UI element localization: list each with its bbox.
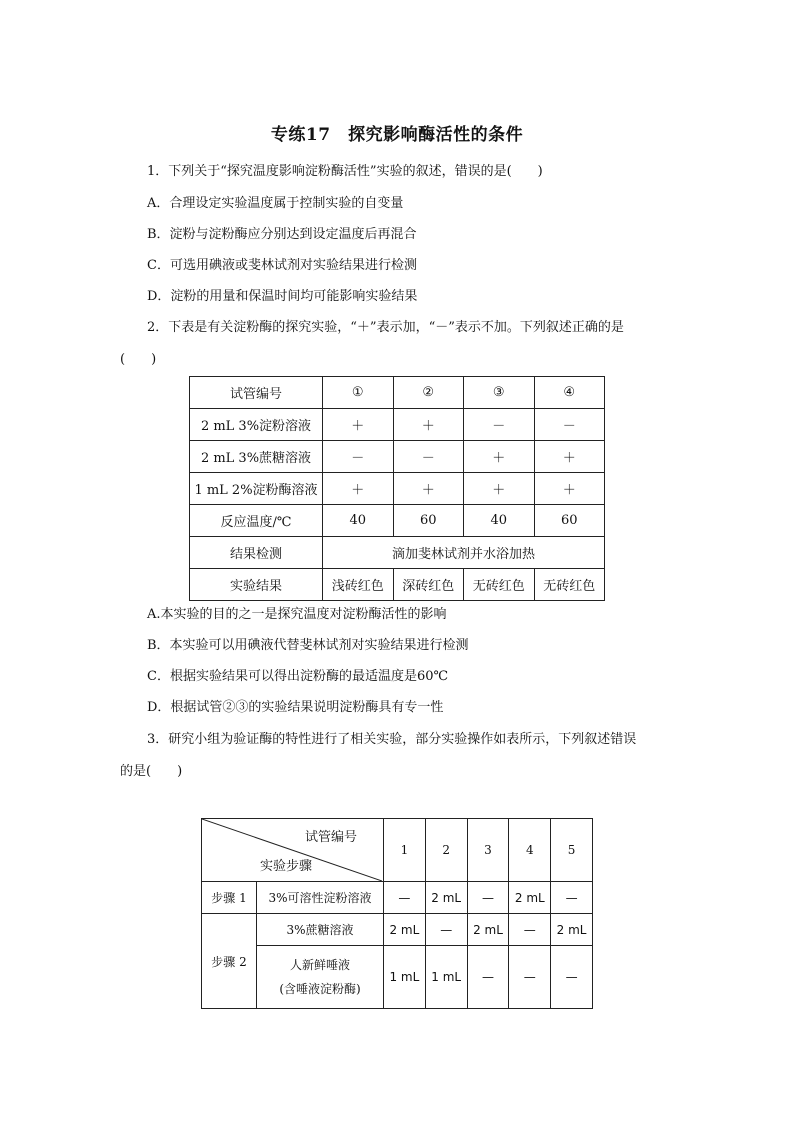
table-cell: ①	[323, 377, 394, 409]
table-cell: 步骤 1	[202, 882, 257, 914]
table-cell: 1 mL	[425, 946, 467, 1009]
q2-option-d: D．根据试管②③的实验结果说明淀粉酶具有专一性	[147, 700, 444, 715]
table-cell: ＋	[323, 409, 394, 441]
table-cell: 结果检测	[190, 537, 323, 569]
q3-stem-cont: 的是( )	[120, 764, 183, 779]
q3-table	[201, 818, 593, 1009]
table-cell: 反应温度/℃	[190, 505, 323, 537]
table-cell: —	[509, 914, 551, 946]
q1-option-c: C．可选用碘液或斐林试剂对实验结果进行检测	[147, 258, 417, 273]
q3-stem: 3．研究小组为验证酶的特性进行了相关实验，部分实验操作如表所示，下列叙述错误	[147, 732, 637, 747]
q2-option-c: C．根据实验结果可以得出淀粉酶的最适温度是60℃	[147, 669, 449, 684]
table-cell: ＋	[393, 473, 464, 505]
table-cell: 2 mL	[384, 914, 426, 946]
table-cell: ＋	[534, 441, 605, 473]
table-cell: 40	[323, 505, 394, 537]
table-cell: 5	[551, 819, 593, 882]
table-cell: 60	[393, 505, 464, 537]
table-cell: 滴加斐林试剂并水浴加热	[323, 537, 605, 569]
table-cell: 2 mL 3%蔗糖溶液	[190, 441, 323, 473]
table-row	[190, 377, 605, 409]
table-cell: 2 mL	[425, 882, 467, 914]
q2-option-b: B．本实验可以用碘液代替斐林试剂对实验结果进行检测	[147, 638, 469, 653]
table-cell: 1 mL 2%淀粉酶溶液	[190, 473, 323, 505]
table-cell: ＋	[323, 473, 394, 505]
table-cell: 试管编号	[190, 377, 323, 409]
table-cell: 2 mL	[467, 914, 509, 946]
table-row	[202, 819, 593, 882]
table-cell: ③	[464, 377, 535, 409]
table-cell: 1 mL	[384, 946, 426, 1009]
page-title: 专练17 探究影响酶活性的条件	[270, 125, 524, 145]
table-row	[190, 505, 605, 537]
table-cell: 2 mL 3%淀粉溶液	[190, 409, 323, 441]
q2-stem: 2．下表是有关淀粉酶的探究实验，“＋”表示加，“－”表示不加。下列叙述正确的是	[147, 320, 624, 335]
table-cell: ＋	[534, 473, 605, 505]
q2-option-a: A.本实验的目的之一是探究温度对淀粉酶活性的影响	[147, 607, 447, 622]
table-cell: ④	[534, 377, 605, 409]
table-cell: 3%蔗糖溶液	[257, 914, 384, 946]
table-cell: ＋	[464, 441, 535, 473]
q1-option-a: A．合理设定实验温度属于控制实验的自变量	[147, 196, 404, 211]
table-row	[190, 441, 605, 473]
table-cell: 3	[467, 819, 509, 882]
table-cell: —	[467, 946, 509, 1009]
table-cell: 40	[464, 505, 535, 537]
table-row	[202, 882, 593, 914]
table-cell: 实验结果	[190, 569, 323, 601]
table-row	[190, 473, 605, 505]
table-cell: －	[534, 409, 605, 441]
table-row	[202, 914, 593, 946]
table-cell: —	[425, 914, 467, 946]
table-cell: ②	[393, 377, 464, 409]
table-cell: 4	[509, 819, 551, 882]
table-cell	[257, 946, 384, 1009]
table-cell: ＋	[464, 473, 535, 505]
table-row	[202, 946, 593, 1009]
table-cell: －	[323, 441, 394, 473]
table-row	[190, 569, 605, 601]
table-cell: 2 mL	[509, 882, 551, 914]
table-cell: 步骤 2	[202, 914, 257, 1009]
table-cell: 深砖红色	[393, 569, 464, 601]
table-cell: 无砖红色	[464, 569, 535, 601]
table-cell: —	[551, 882, 593, 914]
q1-option-d: D．淀粉的用量和保温时间均可能影响实验结果	[147, 289, 418, 304]
table-cell: 3%可溶性淀粉溶液	[257, 882, 384, 914]
table-cell: 2 mL	[551, 914, 593, 946]
table-cell: －	[464, 409, 535, 441]
table-cell: ＋	[393, 409, 464, 441]
table-cell: 2	[425, 819, 467, 882]
table-cell: —	[551, 946, 593, 1009]
saliva-label: 人新鲜唾液	[289, 958, 350, 972]
table-cell: 无砖红色	[534, 569, 605, 601]
table-row	[190, 409, 605, 441]
q1-stem: 1．下列关于“探究温度影响淀粉酶活性”实验的叙述，错误的是( )	[147, 164, 543, 179]
corner-top-label: 试管编号	[304, 830, 357, 845]
diagonal-header-cell	[202, 819, 384, 882]
q2-table	[189, 376, 605, 601]
table-cell: —	[384, 882, 426, 914]
table-cell: —	[467, 882, 509, 914]
table-row	[190, 537, 605, 569]
saliva-note: (含唾液淀粉酶)	[279, 982, 361, 996]
q2-stem-cont: ( )	[120, 352, 157, 367]
q1-option-b: B．淀粉与淀粉酶应分别达到设定温度后再混合	[147, 227, 417, 242]
corner-bottom-label: 实验步骤	[260, 859, 313, 874]
table-cell: —	[509, 946, 551, 1009]
table-cell: 60	[534, 505, 605, 537]
table-cell: 浅砖红色	[323, 569, 394, 601]
table-cell: －	[393, 441, 464, 473]
table-cell: 1	[384, 819, 426, 882]
